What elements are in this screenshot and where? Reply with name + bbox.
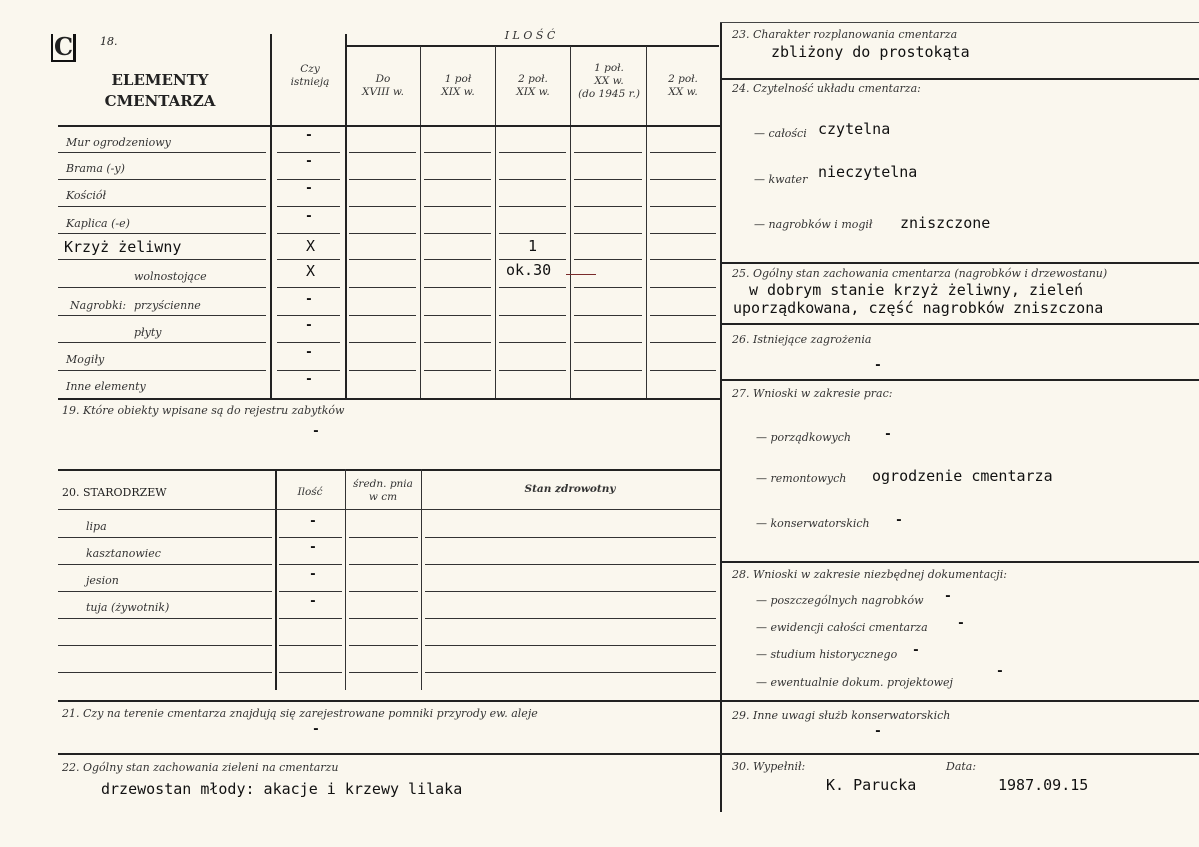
- table-rule: [277, 233, 340, 234]
- table-rule: [58, 564, 272, 565]
- table-rule: [279, 645, 342, 646]
- element-label-kosciol: Kościół: [66, 189, 107, 202]
- table-rule: [425, 618, 716, 619]
- table-rule: [650, 233, 716, 234]
- q21-label: 21. Czy na terenie cmentarza znajdują się zarejestrowane pomniki przyrody ew. aleje: [62, 707, 538, 720]
- table-rule: [277, 370, 340, 371]
- table-rule: [277, 206, 340, 207]
- period-4-line1: 1 poł.: [594, 62, 624, 74]
- element-label-wolnostojace: wolnostojące: [134, 270, 207, 283]
- table-rule: [349, 645, 418, 646]
- table-rule: [499, 287, 566, 288]
- table-rule: [349, 342, 416, 343]
- table-rule: [349, 564, 418, 565]
- q27-ordering-value: -: [884, 427, 892, 442]
- q30-name: K. Parucka: [826, 776, 917, 794]
- q25-value-line2: uporządkowana, część nagrobków zniszczona: [733, 299, 1104, 317]
- q19-label: 19. Które obiekty wpisane są do rejestru zabytków: [62, 404, 345, 417]
- q24-graves-value: zniszczone: [900, 214, 991, 232]
- q28-item4-value: -: [996, 664, 1004, 679]
- q24-whole-label: — całości: [754, 127, 807, 140]
- table-title-line1: ELEMENTY: [111, 71, 209, 89]
- table-rule: [425, 537, 716, 538]
- period-5-line2: XX w.: [668, 86, 698, 98]
- table-rule: [58, 152, 266, 153]
- q22-label: 22. Ogólny stan zachowania zieleni na cmentarzu: [62, 761, 339, 774]
- exists-header-line1: Czy: [300, 63, 320, 75]
- q29-value: -: [874, 724, 882, 739]
- exists-kaplica: -: [305, 209, 313, 224]
- q22-value: drzewostan młody: akacje i krzewy lilaka: [101, 780, 463, 798]
- table-rule: [349, 259, 416, 260]
- period-4-line2: XX w.: [594, 75, 624, 87]
- table-rule: [499, 342, 566, 343]
- table-rule: [279, 537, 342, 538]
- exists-plyty: -: [305, 318, 313, 333]
- table-rule: [349, 233, 416, 234]
- tree-qty-lipa: -: [309, 514, 317, 529]
- q20-diam-header-line2: w cm: [368, 491, 398, 503]
- table-rule: [499, 206, 566, 207]
- exists-brama: -: [305, 154, 313, 169]
- q20-diam-header: [347, 478, 419, 504]
- tree-name-tuja: tuja (żywotnik): [86, 601, 170, 614]
- table-rule: [58, 645, 272, 646]
- q27-repair-label: — remontowych: [756, 472, 847, 485]
- q28-item2-label: — ewidencji całości cmentarza: [756, 621, 928, 634]
- table-rule: [58, 179, 266, 180]
- period-5-line1: 2 poł.: [668, 73, 698, 85]
- period-header-2: [422, 73, 494, 99]
- q24-graves-label: — nagrobków i mogił: [754, 218, 873, 231]
- table-rule: [277, 152, 340, 153]
- table-rule: [349, 370, 416, 371]
- section-letter: C: [54, 32, 74, 61]
- exists-mogily: -: [305, 345, 313, 360]
- exists-header: [277, 63, 343, 89]
- table-rule: [58, 537, 272, 538]
- q28-item4-label: — ewentualnie dokum. projektowej: [756, 676, 953, 689]
- table-rule: [58, 370, 266, 371]
- table-rule: [499, 152, 566, 153]
- q25-label: 25. Ogólny stan zachowania cmentarza (nagrobków i drzewostanu): [732, 267, 1108, 280]
- exists-kosciol: -: [305, 181, 313, 196]
- table-rule: [277, 342, 340, 343]
- exists-header-line2: istnieją: [290, 76, 330, 88]
- table-rule: [424, 152, 491, 153]
- q27-label: 27. Wnioski w zakresie prac:: [732, 387, 893, 400]
- q20-diam-header-line1: średn. pnia: [353, 478, 413, 490]
- tree-name-jesion: jesion: [86, 574, 119, 587]
- tree-qty-jesion: -: [309, 567, 317, 582]
- tree-name-kasztanowiec: kasztanowiec: [86, 547, 161, 560]
- q23-label: 23. Charakter rozplanowania cmentarza: [732, 28, 958, 41]
- table-rule: [424, 259, 491, 260]
- section-number: 18.: [100, 35, 118, 48]
- table-rule: [279, 672, 342, 673]
- table-rule: [277, 287, 340, 288]
- period-2-line2: XIX w.: [441, 86, 475, 98]
- table-rule: [425, 564, 716, 565]
- table-title: [95, 70, 225, 112]
- q29-label: 29. Inne uwagi służb konserwatorskich: [732, 709, 951, 722]
- tree-qty-tuja: -: [309, 594, 317, 609]
- q24-quarters-label: — kwater: [754, 173, 808, 186]
- q24-quarters-value: nieczytelna: [818, 163, 918, 181]
- period-3-line1: 2 poł.: [518, 73, 548, 85]
- table-rule: [349, 537, 418, 538]
- q23-value: zbliżony do prostokąta: [771, 43, 970, 61]
- table-rule: [58, 287, 266, 288]
- table-rule: [349, 672, 418, 673]
- table-rule: [650, 179, 716, 180]
- table-rule: [424, 342, 491, 343]
- q19-value: -: [312, 424, 320, 439]
- q21-value: -: [312, 722, 320, 737]
- q28-item1-label: — poszczególnych nagrobków: [756, 594, 924, 607]
- table-rule: [58, 342, 266, 343]
- exists-wolnostojace: X: [306, 262, 316, 280]
- period-1-line1: Do: [375, 73, 391, 85]
- table-rule: [349, 287, 416, 288]
- period-1-line2: XVIII w.: [362, 86, 404, 98]
- table-rule: [58, 259, 266, 260]
- table-rule: [650, 206, 716, 207]
- table-rule: [279, 591, 342, 592]
- table-rule: [650, 152, 716, 153]
- exists-mur: -: [305, 128, 313, 143]
- table-rule: [58, 618, 272, 619]
- table-rule: [277, 315, 340, 316]
- table-rule: [650, 370, 716, 371]
- tree-name-lipa: lipa: [86, 520, 107, 533]
- qty-krzyz: 1: [528, 237, 538, 255]
- exists-krzyz: X: [306, 237, 316, 255]
- q24-whole-value: czytelna: [818, 120, 891, 138]
- table-rule: [277, 259, 340, 260]
- period-header-5: [648, 73, 718, 99]
- table-rule: [574, 179, 642, 180]
- table-rule: [574, 206, 642, 207]
- tree-qty-kasztanowiec: -: [309, 540, 317, 555]
- table-rule: [58, 591, 272, 592]
- table-rule: [650, 315, 716, 316]
- table-rule: [499, 370, 566, 371]
- q28-item1-value: -: [944, 589, 952, 604]
- q27-repair-value: ogrodzenie cmentarza: [872, 467, 1053, 485]
- table-rule: [574, 233, 642, 234]
- table-title-line2: CMENTARZA: [104, 92, 216, 110]
- table-rule: [349, 315, 416, 316]
- table-rule: [574, 259, 642, 260]
- table-rule: [424, 233, 491, 234]
- table-rule: [574, 152, 642, 153]
- period-3-line2: XIX w.: [516, 86, 550, 98]
- table-rule: [574, 287, 642, 288]
- exists-inne: -: [305, 372, 313, 387]
- period-header-4: [571, 62, 647, 101]
- table-rule: [58, 672, 272, 673]
- period-header-1: [347, 73, 419, 99]
- graves-label: Nagrobki:: [70, 299, 127, 312]
- element-label-plyty: płyty: [134, 326, 162, 339]
- q25-value-line1: w dobrym stanie krzyż żeliwny, zieleń: [749, 281, 1084, 299]
- table-rule: [425, 645, 716, 646]
- table-rule: [425, 672, 716, 673]
- table-rule: [499, 315, 566, 316]
- exists-przyscienne: -: [305, 292, 313, 307]
- q27-conserv-label: — konserwatorskich: [756, 517, 870, 530]
- table-rule: [574, 370, 642, 371]
- table-rule: [424, 179, 491, 180]
- table-rule: [499, 179, 566, 180]
- element-label-mogily: Mogiły: [66, 353, 105, 366]
- table-rule: [349, 179, 416, 180]
- q24-label: 24. Czytelność układu cmentarza:: [732, 82, 921, 95]
- q30-date-value: 1987.09.15: [998, 776, 1089, 794]
- q20-health-header: Stan zdrowotny: [524, 483, 616, 495]
- table-rule: [279, 618, 342, 619]
- q28-item2-value: -: [957, 616, 965, 631]
- qty-wolnostojace: ok.30: [506, 261, 552, 279]
- period-4-line3: (do 1945 r.): [578, 88, 640, 100]
- table-rule: [58, 206, 266, 207]
- table-rule: [277, 179, 340, 180]
- q28-item3-value: -: [912, 643, 920, 658]
- table-rule: [58, 315, 266, 316]
- table-rule: [424, 206, 491, 207]
- element-label-przyscienne: przyścienne: [134, 299, 201, 312]
- table-rule: [58, 233, 266, 234]
- table-rule: [499, 259, 566, 260]
- element-label-krzyz: Krzyż żeliwny: [64, 238, 182, 256]
- q26-label: 26. Istniejące zagrożenia: [732, 333, 872, 346]
- table-rule: [349, 591, 418, 592]
- period-2-line1: 1 poł: [444, 73, 472, 85]
- q20-label: 20. STARODRZEW: [62, 486, 167, 499]
- table-rule: [650, 342, 716, 343]
- quantity-header: I L O Ś Ć: [504, 29, 556, 42]
- table-rule: [279, 564, 342, 565]
- table-rule: [574, 315, 642, 316]
- table-rule: [424, 370, 491, 371]
- q27-ordering-label: — porządkowych: [756, 431, 851, 444]
- q30-date-label: Data:: [946, 760, 977, 773]
- element-label-inne: Inne elementy: [66, 380, 146, 393]
- table-rule: [349, 152, 416, 153]
- q26-value: -: [874, 358, 882, 373]
- table-rule: [650, 259, 716, 260]
- table-rule: [424, 287, 491, 288]
- table-rule: [349, 618, 418, 619]
- period-header-3: [497, 73, 569, 99]
- table-rule: [574, 342, 642, 343]
- q20-qty-header: Ilość: [297, 486, 323, 498]
- q30-label: 30. Wypełnił:: [732, 760, 806, 773]
- table-rule: [650, 287, 716, 288]
- element-label-kaplica: Kaplica (-e): [66, 217, 130, 230]
- table-rule: [424, 315, 491, 316]
- element-label-mur: Mur ogrodzeniowy: [66, 136, 171, 149]
- q28-label: 28. Wnioski w zakresie niezbędnej dokumentacji:: [732, 568, 1007, 581]
- table-rule: [499, 233, 566, 234]
- element-label-brama: Brama (-y): [66, 162, 125, 175]
- table-rule: [349, 206, 416, 207]
- q28-item3-label: — studium historycznego: [756, 648, 898, 661]
- table-rule: [425, 591, 716, 592]
- q27-conserv-value: -: [895, 513, 903, 528]
